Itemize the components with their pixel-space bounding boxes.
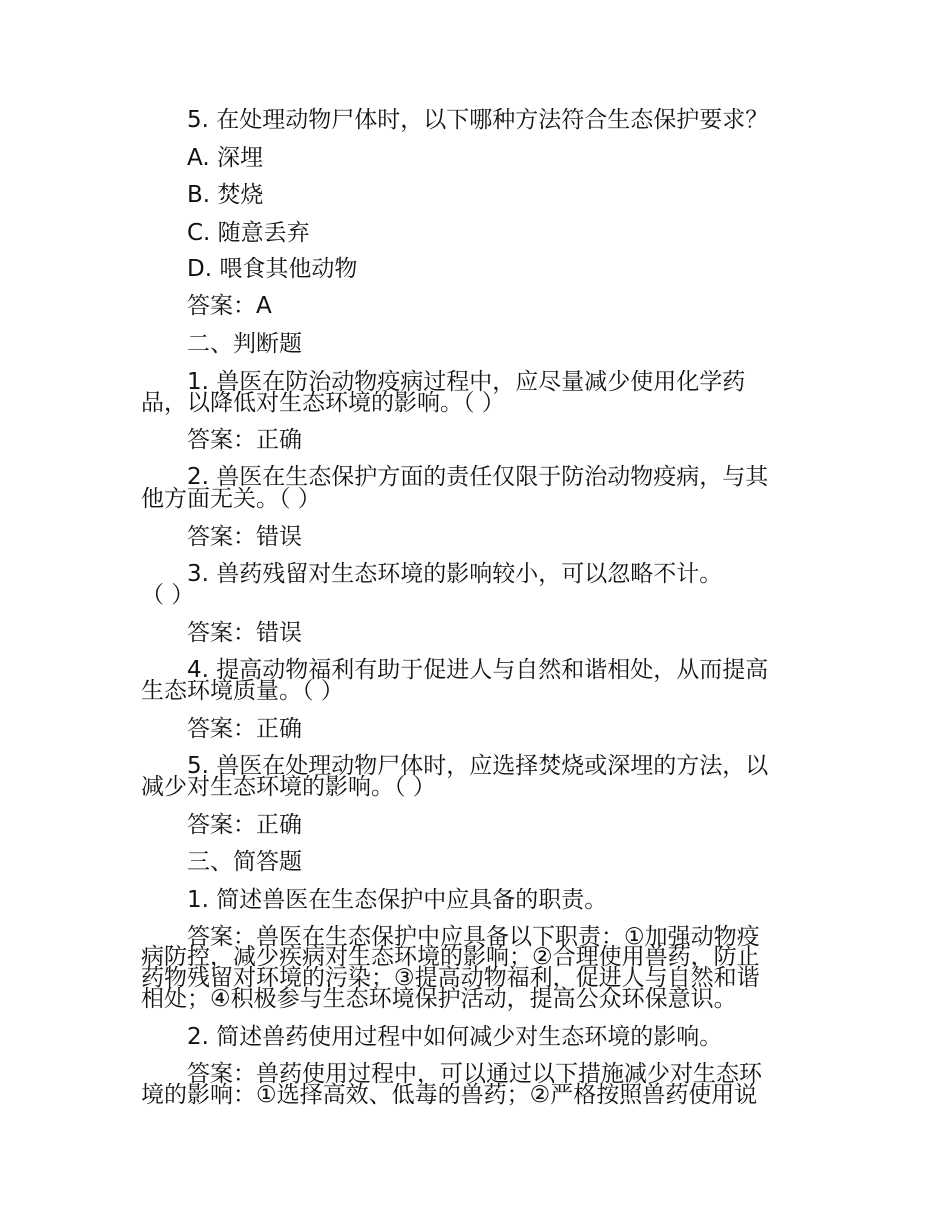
question-5: 5. 在处理动物尸体时，以下哪种方法符合生态保护要求？: [187, 107, 769, 133]
answer-q5: 答案：A: [187, 293, 272, 319]
tf-5-line1: 5. 兽医在处理动物尸体时，应选择焚烧或深埋的方法，以: [187, 753, 769, 779]
option-d: D. 喂食其他动物: [187, 256, 358, 282]
sa-1-question: 1. 简述兽医在生态保护中应具备的职责。: [187, 887, 608, 913]
tf-5-line2: 减少对生态环境的影响。（ ）: [141, 774, 436, 800]
sa-1-answer-line3: 药物残留对环境的污染；③提高动物福利，促进人与自然和谐: [141, 965, 760, 991]
tf-4-line1: 4. 提高动物福利有助于促进人与自然和谐相处，从而提高: [187, 657, 769, 683]
sa-2-answer-line2: 境的影响：①选择高效、低毒的兽药；②严格按照兽药使用说: [141, 1082, 758, 1108]
tf-4-line2: 生态环境质量。（ ）: [141, 678, 344, 704]
tf-1-line2: 品，以降低对生态环境的影响。（ ）: [141, 390, 505, 416]
section-title-true-false: 二、判断题: [187, 331, 302, 357]
answer-tf-4: 答案：正确: [187, 716, 302, 742]
sa-2-answer-line1: 答案：兽药使用过程中，可以通过以下措施减少对生态环: [187, 1061, 762, 1087]
sa-2-question: 2. 简述兽药使用过程中如何减少对生态环境的影响。: [187, 1024, 723, 1050]
section-title-short-answer: 三、简答题: [187, 849, 302, 875]
tf-2-line1: 2. 兽医在生态保护方面的责任仅限于防治动物疫病，与其: [187, 464, 769, 490]
tf-2-line2: 他方面无关。（ ）: [141, 486, 321, 512]
answer-tf-3: 答案：错误: [187, 620, 302, 646]
option-a: A. 深埋: [187, 145, 263, 171]
answer-tf-2: 答案：错误: [187, 524, 302, 550]
answer-tf-1: 答案：正确: [187, 427, 302, 453]
tf-1-line1: 1. 兽医在防治动物疫病过程中，应尽量减少使用化学药: [187, 369, 746, 395]
sa-1-answer-line1: 答案：兽医在生态保护中应具备以下职责：①加强动物疫: [187, 924, 760, 950]
tf-3-line1: 3. 兽药残留对生态环境的影响较小，可以忽略不计。: [187, 561, 723, 587]
answer-tf-5: 答案：正确: [187, 812, 302, 838]
option-b: B. 焚烧: [187, 182, 264, 208]
option-c: C. 随意丢弃: [187, 220, 310, 246]
sa-1-answer-line4: 相处；④积极参与生态环境保护活动，提高公众环保意识。: [141, 986, 737, 1012]
tf-3-line2: （ ）: [141, 582, 195, 608]
sa-1-answer-line2: 病防控，减少疾病对生态环境的影响；②合理使用兽药，防止: [141, 944, 760, 970]
